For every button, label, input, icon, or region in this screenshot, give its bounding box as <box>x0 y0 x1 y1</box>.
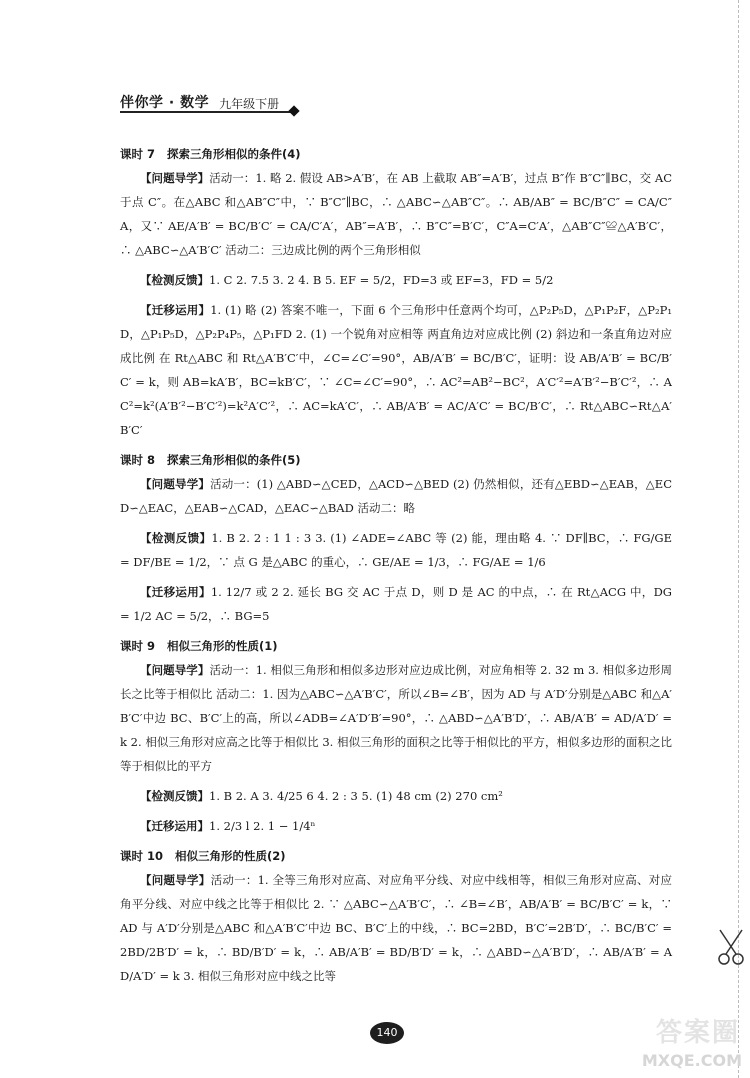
page-number: 140 <box>370 1022 404 1044</box>
scissors-icon <box>716 928 746 966</box>
section-text: 活动一：1. 全等三角形对应高、对应角平分线、对应中线相等，相似三角形对应高、对应角平分线、对应中线之比等于相似比 2. ∵ △ABC∽△A′B′C′，∴ ∠B=∠B′，AB/A′B′ = BC/B′C′ = k，∵ AD 与 A′D′分别是△ABC 和△A′B′C′中边 BC、B′C′上的中线，∴ BC=2BD，B′C′=2B′D′，∴ BC/B′C′ = 2BD/2B′D′ = k，∴ BD/B′D′ = k，∴ AB/A′B′ = BD/B′D′ = k，∴ △ABD∽△A′B′D′，∴ AB/A′B′ = AD/A′D′ = k 3. 相似三角形对应中线之比等 <box>120 873 673 983</box>
section-tag: 【迁移运用】 <box>140 819 209 833</box>
running-header <box>120 92 279 112</box>
section-tag: 【问题导学】 <box>140 873 211 887</box>
section-paragraph <box>120 868 672 988</box>
section-text: 活动一：1. 略 2. 假设 AB>A′B′，在 AB 上截取 AB″=A′B′，过点 B″作 B″C″∥BC，交 AC 于点 C″。在△ABC 和△AB″C″中，∵ B″C″∥BC，∴ △ABC∽△AB″C″。∴ AB/AB″ = BC/B″C″ = CA/C″A，又∵ AE/A′B′ = BC/B′C′ = CA/C′A′，AB″=A′B′，∴ B″C″=B′C′，C″A=C′A′，△AB″C″≌△A′B′C′，∴ △ABC∽△A′B′C′ 活动二：三边成比例的两个三角形相似 <box>120 171 672 257</box>
lesson-title: 相似三角形的性质(1) <box>167 639 278 653</box>
lesson-number: 课时 9 <box>120 639 156 653</box>
diamond-icon <box>288 105 299 116</box>
section-tag: 【检测反馈】 <box>140 273 209 287</box>
section-tag: 【问题导学】 <box>140 477 211 491</box>
section-text: 1. 2/3 l 2. 1 − 1/4ⁿ <box>209 819 316 833</box>
section-paragraph <box>120 814 672 838</box>
section-tag: 【检测反馈】 <box>140 531 212 545</box>
book-brand: 伴你学 · 数学 <box>120 95 210 111</box>
lesson-number: 课时 8 <box>120 453 156 467</box>
section-paragraph <box>120 580 672 628</box>
section-paragraph <box>120 784 672 808</box>
grade-label: 九年级下册 <box>219 97 280 111</box>
lesson-heading <box>120 634 672 658</box>
lesson-title: 探索三角形相似的条件(4) <box>167 147 301 161</box>
section-paragraph <box>120 298 672 442</box>
section-text: 1. C 2. 7.5 3. 2 4. B 5. EF = 5/2，FD=3 或 EF=3，FD = 5/2 <box>209 273 554 287</box>
section-tag: 【检测反馈】 <box>140 789 209 803</box>
section-text: 1. B 2. A 3. 4/25 6 4. 2 : 3 5. (1) 48 cm (2) 270 cm² <box>209 789 503 803</box>
watermark <box>618 1010 746 1072</box>
lesson-heading <box>120 448 672 472</box>
section-text: 1. 12/7 或 2 2. 延长 BG 交 AC 于点 D，则 D 是 AC 的中点，∴ 在 Rt△ACG 中，DG = 1/2 AC = 5/2，∴ BG=5 <box>120 585 672 623</box>
section-text: 1. (1) 略 (2) 答案不唯一，下面 6 个三角形中任意两个均可，△P₂P₅D，△P₁P₂F，△P₂P₁D，△P₁P₅D，△P₂P₄P₅，△P₁FD 2. (1) 一个锐角对应相等 两直角边对应成比例 (2) 斜边和一条直角边对应成比例 在 Rt△ABC 和 Rt△A′B′C′中，∠C=∠C′=90°，AB/A′B′ = BC/B′C′，证明：设 AB/A′B′ = BC/B′C′ = k，则 AB=kA′B′，BC=kB′C′，∵ ∠C=∠C′=90°，∴ AC²=AB²−BC²，A′C′²=A′B′²−B′C′²，∴ AC²=k²(A′B′²−B′C′²)=k²A′C′²，∴ AC=kA′C′，∴ AB/A′B′ = AC/A′C′ = BC/B′C′，∴ Rt△ABC∽Rt△A′B′C′ <box>120 303 672 437</box>
lesson-number: 课时 10 <box>120 849 164 863</box>
watermark-url: MXQE.COM <box>641 1051 742 1070</box>
section-tag: 【迁移运用】 <box>140 303 211 317</box>
section-paragraph <box>120 472 672 520</box>
lesson-title: 探索三角形相似的条件(5) <box>167 453 301 467</box>
section-tag: 【迁移运用】 <box>140 585 211 599</box>
section-paragraph <box>120 658 672 778</box>
section-paragraph <box>120 526 672 574</box>
lesson-heading <box>120 844 672 868</box>
section-text: 活动一：(1) △ABD∽△CED，△ACD∽△BED (2) 仍然相似，还有△EBD∽△EAB，△ECD∽△EAC，△EAB∽△CAD，△EAC∽△BAD 活动二：略 <box>120 477 673 515</box>
lesson-title: 相似三角形的性质(2) <box>175 849 286 863</box>
section-text: 1. B 2. 2 : 1 1 : 3 3. (1) ∠ADE=∠ABC 等 (2) 能，理由略 4. ∵ DF∥BC，∴ FG/GE = DF/BE = 1/2，∵ 点 G 是△ABC 的重心，∴ GE/AE = 1/3，∴ FG/AE = 1/6 <box>120 531 672 569</box>
header-rule <box>120 111 295 113</box>
cut-line <box>738 0 739 1078</box>
section-paragraph <box>120 268 672 292</box>
watermark-text: 答案圈 <box>655 1018 740 1048</box>
section-tag: 【问题导学】 <box>140 663 210 677</box>
section-text: 活动一：1. 相似三角形和相似多边形对应边成比例，对应角相等 2. 32 m 3. 相似多边形周长之比等于相似比 活动二：1. 因为△ABC∽△A′B′C′，所以∠B=∠B′，因为 AD 与 A′D′分别是△ABC 和△A′B′C′中边 BC、B′C′上的高，所以∠ADB=∠A′D′B′=90°，∴ △ABD∽△A′B′D′，∴ AB/A′B′ = AD/A′D′ = k 2. 相似三角形对应高之比等于相似比 3. 相似三角形的面积之比等于相似比的平方，相似多边形的面积之比等于相似比的平方 <box>120 663 673 773</box>
lesson-number: 课时 7 <box>120 147 156 161</box>
answer-content <box>120 140 672 988</box>
section-paragraph <box>120 166 672 262</box>
section-tag: 【问题导学】 <box>140 171 210 185</box>
lesson-heading <box>120 142 672 166</box>
